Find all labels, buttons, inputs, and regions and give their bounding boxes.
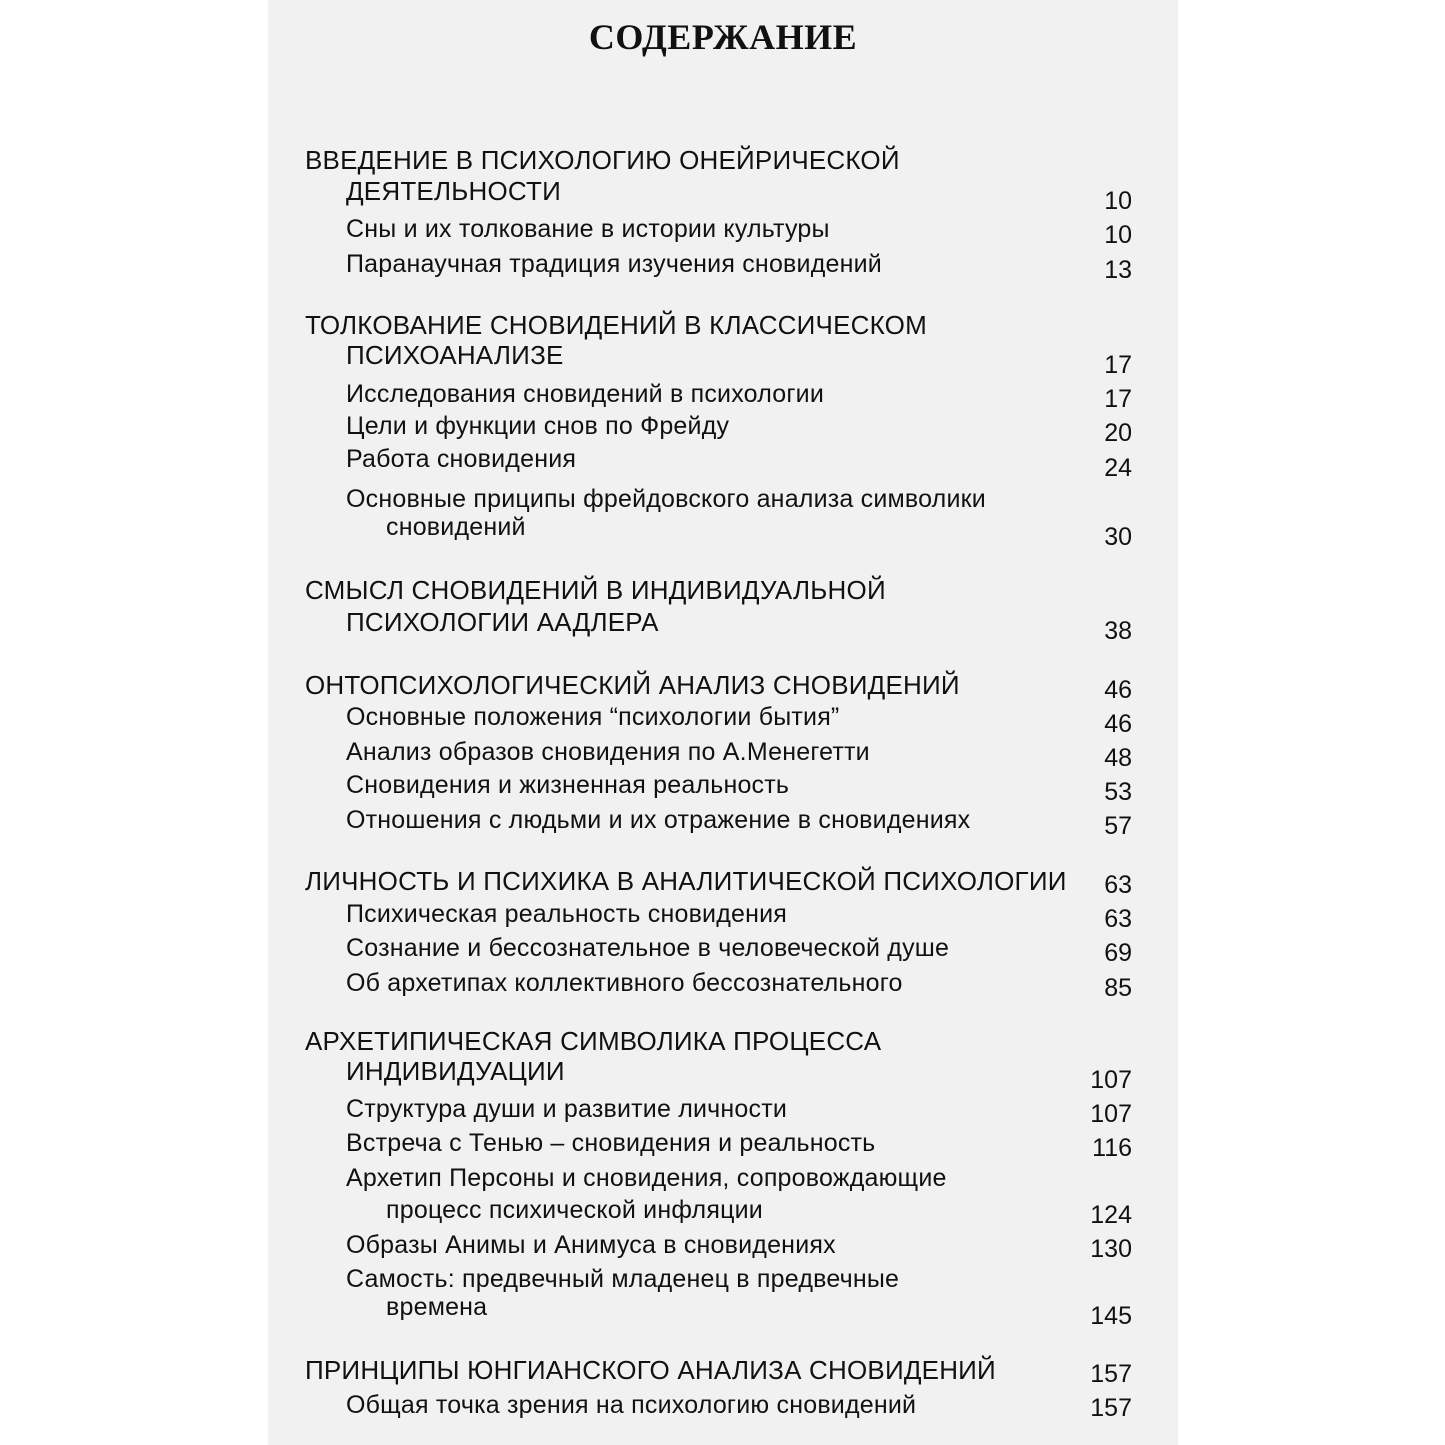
chapter-1-page-number: 10	[1104, 187, 1132, 215]
chapter-1-title-line-1: ВВЕДЕНИЕ В ПСИХОЛОГИЮ ОНЕЙРИЧЕСКОЙ	[305, 145, 900, 175]
section-5-2-title: Сознание и бессознательное в человеческой душе	[346, 934, 950, 962]
section-6-2-page-number: 116	[1092, 1134, 1132, 1162]
section-6-1-page-number: 107	[1090, 1100, 1132, 1128]
section-6-2-title: Встреча с Тенью – сновидения и реальность	[346, 1129, 876, 1157]
chapter-4-page-number: 46	[1104, 676, 1132, 704]
chapter-4-title: ОНТОПСИХОЛОГИЧЕСКИЙ АНАЛИЗ СНОВИДЕНИЙ	[305, 670, 960, 700]
page-title: СОДЕРЖАНИЕ	[588, 17, 858, 57]
chapter-3-title-line-2: ПСИХОЛОГИИ ААДЛЕРА	[346, 607, 659, 637]
chapter-5-page-number: 63	[1104, 871, 1132, 899]
section-4-4-page-number: 57	[1104, 812, 1132, 840]
section-4-2-title: Анализ образов сновидения по А.Менегетти	[346, 738, 870, 766]
section-7-1-title: Общая точка зрения на психологию сновидений	[346, 1391, 917, 1419]
chapter-5-title: ЛИЧНОСТЬ И ПСИХИКА В АНАЛИТИЧЕСКОЙ ПСИХОЛОГИИ	[305, 866, 1067, 896]
section-6-4-page-number: 130	[1090, 1235, 1132, 1263]
section-2-3-page-number: 24	[1104, 454, 1132, 482]
chapter-6-title-line-2: ИНДИВИДУАЦИИ	[346, 1056, 565, 1086]
section-2-4-page-number: 30	[1104, 523, 1132, 551]
chapter-7-page-number: 157	[1090, 1360, 1132, 1388]
section-4-3-title: Сновидения и жизненная реальность	[346, 771, 790, 799]
section-4-3-page-number: 53	[1104, 778, 1132, 806]
section-4-1-title: Основные положения “психологии бытия”	[346, 703, 840, 731]
section-2-4-title-line-2: сновидений	[386, 513, 526, 541]
section-6-1-title: Структура души и развитие личности	[346, 1095, 788, 1123]
section-5-1-page-number: 63	[1104, 905, 1132, 933]
section-6-4-title: Образы Анимы и Анимуса в сновидениях	[346, 1231, 836, 1259]
section-5-1-title: Психическая реальность сновидения	[346, 900, 788, 928]
section-2-2-title: Цели и функции снов по Фрейду	[346, 412, 730, 440]
section-2-4-title-line-1: Основные приципы фрейдовского анализа символики	[346, 485, 986, 513]
chapter-2-page-number: 17	[1104, 351, 1132, 379]
section-2-2-page-number: 20	[1104, 419, 1132, 447]
section-5-3-title: Об архетипах коллективного бессознательного	[346, 969, 903, 997]
section-5-2-page-number: 69	[1104, 939, 1132, 967]
chapter-6-page-number: 107	[1090, 1066, 1132, 1094]
chapter-3-page-number: 38	[1104, 617, 1132, 645]
chapter-3-title-line-1: СМЫСЛ СНОВИДЕНИЙ В ИНДИВИДУАЛЬНОЙ	[305, 575, 886, 605]
section-2-1-page-number: 17	[1104, 385, 1132, 413]
section-6-3-title-line-2: процесс психической инфляции	[386, 1196, 763, 1224]
section-7-1-page-number: 157	[1090, 1394, 1132, 1422]
section-4-2-page-number: 48	[1104, 744, 1132, 772]
section-4-4-title: Отношения с людьми и их отражение в сновидениях	[346, 806, 971, 834]
section-5-3-page-number: 85	[1104, 974, 1132, 1002]
section-2-1-title: Исследования сновидений в психологии	[346, 380, 825, 408]
section-1-2-page-number: 13	[1104, 256, 1132, 284]
section-6-5-page-number: 145	[1090, 1302, 1132, 1330]
section-4-1-page-number: 46	[1104, 710, 1132, 738]
section-6-3-title-line-1: Архетип Персоны и сновидения, сопровождающие	[346, 1164, 947, 1192]
section-6-5-title-line-1: Самость: предвечный младенец в предвечные	[346, 1265, 900, 1293]
book-page	[268, 0, 1178, 1445]
chapter-2-title-line-1: ТОЛКОВАНИЕ СНОВИДЕНИЙ В КЛАССИЧЕСКОМ	[305, 310, 927, 340]
section-6-3-page-number: 124	[1090, 1201, 1132, 1229]
chapter-7-title: ПРИНЦИПЫ ЮНГИАНСКОГО АНАЛИЗА СНОВИДЕНИЙ	[305, 1355, 996, 1385]
chapter-1-title-line-2: ДЕЯТЕЛЬНОСТИ	[346, 176, 561, 206]
chapter-2-title-line-2: ПСИХОАНАЛИЗЕ	[346, 340, 564, 370]
section-2-3-title: Работа сновидения	[346, 445, 577, 473]
section-6-5-title-line-2: времена	[386, 1293, 488, 1321]
chapter-6-title-line-1: АРХЕТИПИЧЕСКАЯ СИМВОЛИКА ПРОЦЕССА	[305, 1026, 882, 1056]
section-1-2-title: Паранаучная традиция изучения сновидений	[346, 250, 882, 278]
section-1-1-page-number: 10	[1104, 221, 1132, 249]
section-1-1-title: Сны и их толкование в истории культуры	[346, 215, 830, 243]
